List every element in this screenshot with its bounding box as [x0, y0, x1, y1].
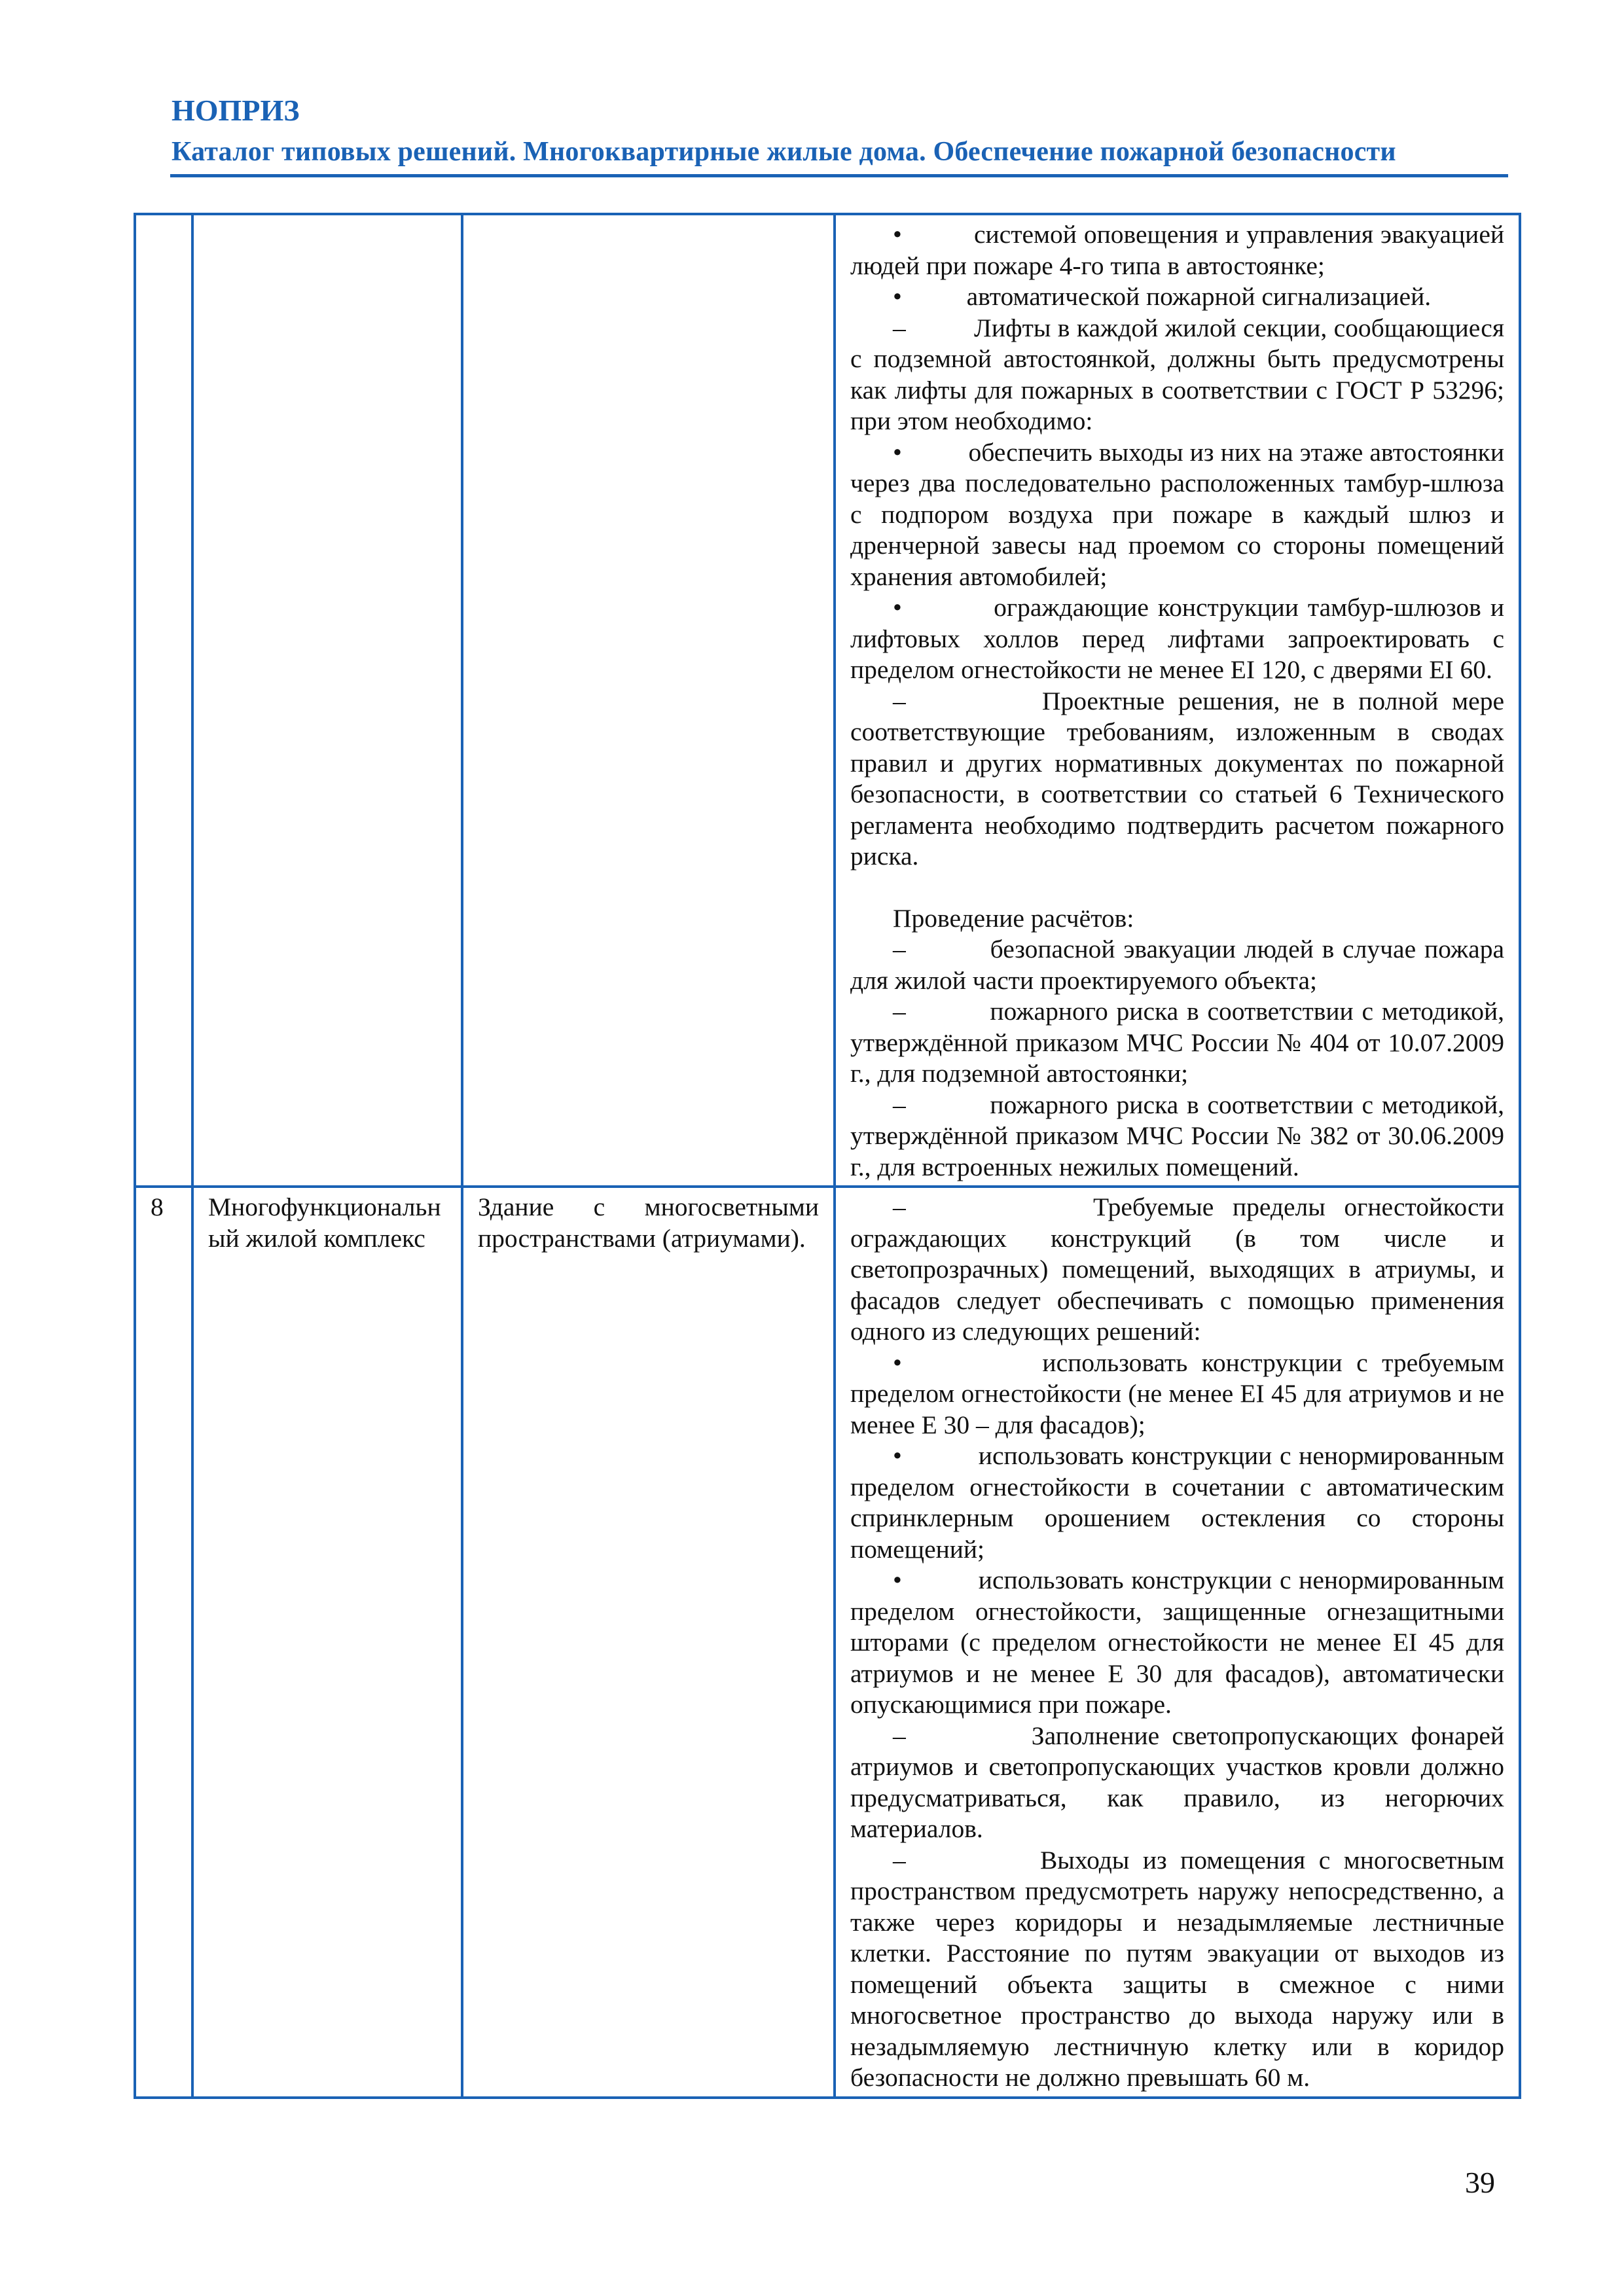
- paragraph-spacer: [850, 872, 1504, 903]
- solution-paragraph: – Требуемые пределы огнестойкости ограждающих конструкций (в том числе и светопрозрачных) помещений, выходящих в атриумы, и фасадов следует обеспечивать с помощью применения одного из следующих решений:: [850, 1193, 1504, 1346]
- solution-paragraph: Проведение расчётов:: [893, 903, 1134, 933]
- solution-paragraph: • использовать конструкции с требуемым пределом огнестойкости (не менее EI 45 для атриумов и не менее Е 30 – для фасадов);: [850, 1348, 1504, 1439]
- object-text: Многофункциональный жилой комплекс: [208, 1193, 441, 1253]
- object-cell: [192, 1187, 462, 2098]
- feature-cell: [462, 214, 835, 1187]
- page-number: 39: [1465, 2166, 1495, 2199]
- solution-paragraph: • обеспечить выходы из них на этаже автостоянки через два последовательно расположенных тамбур-шлюза с подпором воздуха при пожаре в каждый шлюз и дренчерной завесы над проемом со стороны помещений хранения автомобилей;: [850, 437, 1504, 591]
- solution-cell: [835, 1187, 1520, 2098]
- solution-paragraph: – Выходы из помещения с многосветным пространством предусмотреть наружу непосредственно, а также через коридоры и незадымляемые лестничные клетки. Расстояние по путям эвакуации от выходов из помещений объекта защиты в смежное с ними многосветное пространство до выхода наружу или в незадымляемую лестничную клетку или в коридор безопасности не должно превышать 60 м.: [850, 1845, 1504, 2092]
- object-cell: [192, 214, 462, 1187]
- solution-paragraph: – Проектные решения, не в полной мере соответствующие требованиям, изложенным в сводах правил и других нормативных документах по пожарной безопасности, в соответствии со статьей 6 Технического регламента необходимо подтвердить расчетом пожарного риска.: [850, 686, 1504, 870]
- organization-title: НОПРИЗ: [171, 94, 300, 127]
- row-number-cell: [135, 214, 192, 1187]
- feature-cell: [462, 1187, 835, 2098]
- solution-paragraph: • ограждающие конструкции тамбур-шлюзов и лифтовых холлов перед лифтами запроектировать с пределом огнестойкости не менее EI 120, с дверями EI 60.: [850, 593, 1504, 684]
- solution-paragraph: – Заполнение светопропускающих фонарей атриумов и светопропускающих участков кровли должно предусматриваться, как правило, из негорючих материалов.: [850, 1721, 1504, 1843]
- solution-paragraph: – безопасной эвакуации людей в случае пожара для жилой части проектируемого объекта;: [850, 935, 1504, 995]
- document-subtitle: Каталог типовых решений. Многоквартирные жилые дома. Обеспечение пожарной безопасности: [171, 137, 1396, 167]
- solution-paragraph: • использовать конструкции с ненормированным пределом огнестойкости, защищенные огнезащитными шторами (с пределом огнестойкости не менее EI 45 для атриумов и не менее Е 30 для фасадов), автоматически опускающимися при пожаре.: [850, 1566, 1504, 1719]
- header-divider: [170, 174, 1508, 177]
- row-number-cell: 8: [135, 1187, 192, 2098]
- solution-paragraph: • системой оповещения и управления эвакуацией людей при пожаре 4-го типа в автостоянке;: [850, 220, 1504, 280]
- solution-paragraph: – пожарного риска в соответствии с методикой, утверждённой приказом МЧС России № 382 от 30.06.2009 г., для встроенных нежилых помещений.: [850, 1090, 1504, 1181]
- solution-cell: [835, 214, 1520, 1187]
- table-row: [135, 214, 1520, 1187]
- solution-paragraph: – Лифты в каждой жилой секции, сообщающиеся с подземной автостоянкой, должны быть предусмотрены как лифты для пожарных в соответствии с ГОСТ Р 53296; при этом необходимо:: [850, 313, 1504, 435]
- solution-paragraph: • автоматической пожарной сигнализацией.: [893, 282, 1432, 311]
- feature-text: Здание с многосветными пространствами (атриумами).: [478, 1193, 819, 1253]
- solutions-table: [134, 213, 1521, 2099]
- table-row: [135, 1187, 1520, 2098]
- solution-paragraph: – пожарного риска в соответствии с методикой, утверждённой приказом МЧС России № 404 от 10.07.2009 г., для подземной автостоянки;: [850, 997, 1504, 1088]
- solution-paragraph: • использовать конструкции с ненормированным пределом огнестойкости в сочетании с автоматическим спринклерным орошением остекления со стороны помещений;: [850, 1441, 1504, 1564]
